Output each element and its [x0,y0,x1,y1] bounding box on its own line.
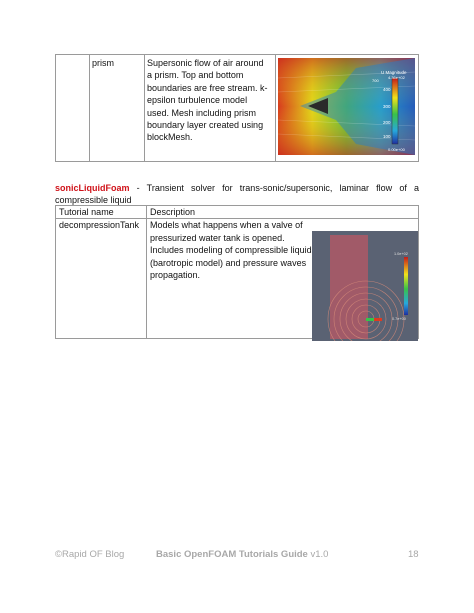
legend-side-label: 700 [372,78,379,83]
solver-description: - Transient solver for trans-sonic/supersonic, laminar flow of a compressible liquid [55,183,419,206]
tutorial-description-cell [145,55,276,162]
table-header-row [56,206,419,219]
legend-max: 1.0e+02 [394,252,408,257]
table-row [56,55,419,162]
legend-tick-400: 400 [383,87,391,92]
legend-tick-200: 200 [383,120,391,125]
footer-version: v1.0 [307,549,329,560]
tutorial-description: Models what happens when a valve of pressurized water tank is opened. Includes modeling of compressible liquid (barotropic model) and pressure waves propagation. [150,220,312,281]
tutorial-table-continued [55,54,419,162]
solver-name: sonicLiquidFoam [55,183,130,193]
legend-title: U Magnitude [381,70,407,75]
legend-tick-300: 300 [383,104,391,109]
footer-center [156,549,328,560]
legend-min: 0.7e+00 [392,317,406,322]
solver-paragraph [55,182,419,207]
legend-tick-100: 100 [383,134,391,139]
legend-max: 4.36e+02 [388,75,405,80]
tutorial-name-cell [90,55,145,162]
table-row [56,219,419,339]
legend-min: 0.00e+00 [388,147,405,152]
decompression-tank-figure [312,231,418,341]
table-cell-empty [56,55,90,162]
header-tutorial-name: Tutorial name [56,206,147,219]
page-number: 18 [408,549,419,560]
tutorial-table [55,205,419,339]
header-description: Description [147,206,419,219]
footer-left: ©Rapid OF Blog [55,549,125,560]
prism-velocity-figure [278,58,415,155]
tutorial-name: decompressionTank [59,220,140,231]
figure-cell [276,55,419,162]
tutorial-description-cell [147,219,419,339]
footer-title: Basic OpenFOAM Tutorials Guide [156,549,308,560]
tutorial-name-cell [56,219,147,339]
tutorial-description: Supersonic flow of air around a prism. Top and bottom boundaries are free stream. k-epsilon turbulence model used. Mesh including prism boundary layer created using blockMesh. [147,58,268,143]
tutorial-name: prism [92,58,114,68]
